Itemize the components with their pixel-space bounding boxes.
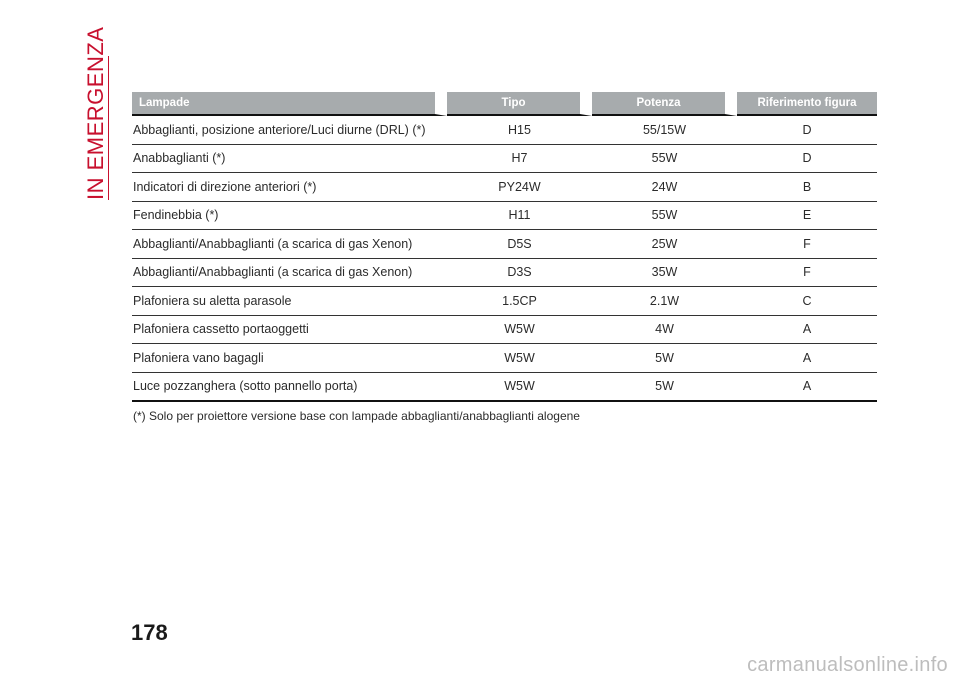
table-row bbox=[132, 344, 877, 373]
cell-ref: A bbox=[737, 373, 877, 403]
cell-power: 35W bbox=[592, 259, 737, 288]
page-number: 178 bbox=[131, 620, 168, 645]
cell-ref: C bbox=[737, 287, 877, 316]
table-row bbox=[132, 202, 877, 231]
cell-ref: A bbox=[737, 316, 877, 345]
cell-ref: F bbox=[737, 259, 877, 288]
cell-type: H11 bbox=[447, 202, 592, 231]
cell-type: W5W bbox=[447, 373, 592, 403]
cell-lamp: Plafoniera vano bagagli bbox=[132, 344, 447, 373]
table-row bbox=[132, 373, 877, 403]
cell-power: 55W bbox=[592, 202, 737, 231]
table-row bbox=[132, 145, 877, 174]
cell-ref: D bbox=[737, 116, 877, 145]
cell-type: D5S bbox=[447, 230, 592, 259]
cell-power: 24W bbox=[592, 173, 737, 202]
cell-power: 55W bbox=[592, 145, 737, 174]
cell-power: 55/15W bbox=[592, 116, 737, 145]
cell-lamp: Plafoniera cassetto portaoggetti bbox=[132, 316, 447, 345]
cell-lamp: Plafoniera su aletta parasole bbox=[132, 287, 447, 316]
cell-ref: E bbox=[737, 202, 877, 231]
table-row bbox=[132, 173, 877, 202]
table-row bbox=[132, 116, 877, 145]
cell-power: 5W bbox=[592, 373, 737, 403]
cell-lamp: Abbaglianti/Anabbaglianti (a scarica di gas Xenon) bbox=[132, 230, 447, 259]
cell-power: 5W bbox=[592, 344, 737, 373]
cell-ref: B bbox=[737, 173, 877, 202]
table-row bbox=[132, 259, 877, 288]
cell-power: 25W bbox=[592, 230, 737, 259]
table-row bbox=[132, 287, 877, 316]
cell-lamp: Anabbaglianti (*) bbox=[132, 145, 447, 174]
cell-type: W5W bbox=[447, 344, 592, 373]
cell-type: W5W bbox=[447, 316, 592, 345]
bulb-table bbox=[132, 92, 877, 402]
header-lampade: Lampade bbox=[132, 92, 447, 116]
cell-type: D3S bbox=[447, 259, 592, 288]
footnote: (*) Solo per proiettore versione base con lampade abbaglianti/anabbaglianti alogene bbox=[133, 409, 580, 423]
header-potenza: Potenza bbox=[592, 92, 737, 116]
table-row bbox=[132, 230, 877, 259]
header-riferimento: Riferimento figura bbox=[737, 92, 877, 116]
cell-lamp: Luce pozzanghera (sotto pannello porta) bbox=[132, 373, 447, 403]
cell-power: 4W bbox=[592, 316, 737, 345]
cell-lamp: Abbaglianti, posizione anteriore/Luci diurne (DRL) (*) bbox=[132, 116, 447, 145]
cell-lamp: Abbaglianti/Anabbaglianti (a scarica di gas Xenon) bbox=[132, 259, 447, 288]
cell-lamp: Fendinebbia (*) bbox=[132, 202, 447, 231]
header-tipo: Tipo bbox=[447, 92, 592, 116]
table-header-row bbox=[132, 92, 877, 116]
cell-type: H15 bbox=[447, 116, 592, 145]
section-title: IN EMERGENZA bbox=[83, 26, 108, 200]
cell-lamp: Indicatori di direzione anteriori (*) bbox=[132, 173, 447, 202]
table-row bbox=[132, 316, 877, 345]
watermark: carmanualsonline.info bbox=[747, 654, 948, 676]
cell-ref: F bbox=[737, 230, 877, 259]
cell-type: PY24W bbox=[447, 173, 592, 202]
cell-power: 2.1W bbox=[592, 287, 737, 316]
cell-type: H7 bbox=[447, 145, 592, 174]
cell-ref: D bbox=[737, 145, 877, 174]
cell-type: 1.5CP bbox=[447, 287, 592, 316]
cell-ref: A bbox=[737, 344, 877, 373]
